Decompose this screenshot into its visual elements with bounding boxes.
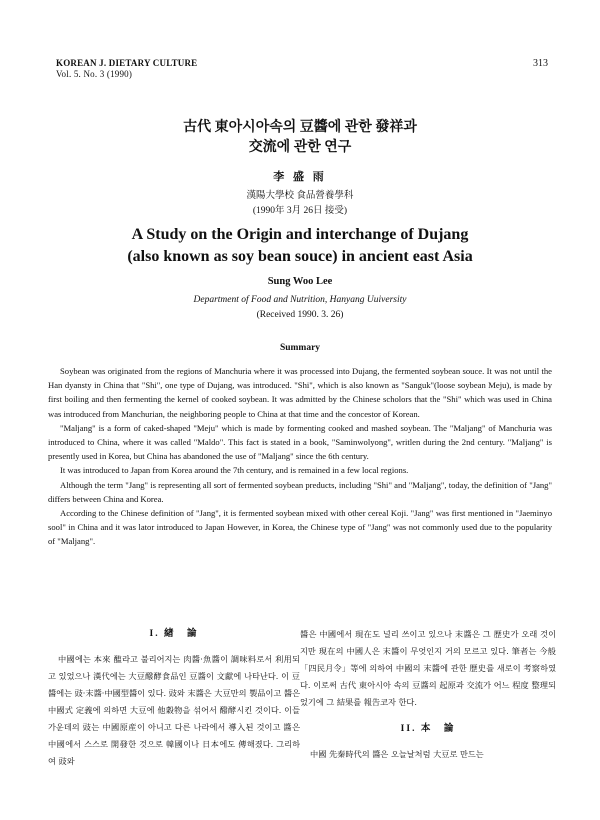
summary-paragraph: According to the Chinese definition of "Jang", it is fermented soybean mixed with other cereal Koji. "Jang" was first mentioned in "Jaeminyo sool" in China and it was lator introduced to Japan However, in Korea, the Chinese type of "Jang" was not commonly used due to the popularity of "Maljang". xyxy=(48,508,552,547)
korean-title xyxy=(0,118,600,158)
korean-affiliation-name: 漢陽大學校 食品營養學科 xyxy=(246,191,354,201)
section-heading-introduction: I. 緖 論 xyxy=(149,629,199,639)
summary-heading: Summary xyxy=(279,343,321,353)
summary-paragraph: Soybean was originated from the regions of Manchuria where it was processed into Dujang, the fermented soybean souce. It was not until the Han dyansty in China that "Shi", one type of Dujang, was introduced. "Shi", which is also known as "Sanguk"(loose soybean Meju), is made by first boiling and then fermenting the kernel of cooked soybean. It was admitted by the Chinese scholors that the "Shi" which was used in China was introduced from Manchurian, the neighboring people to China at that time and the concestor of Korean. xyxy=(48,366,552,419)
body-column-right xyxy=(300,626,556,763)
english-received-date: (Received 1990. 3. 26) xyxy=(256,310,344,320)
korean-author: 李 盛 雨 xyxy=(273,171,327,183)
journal-name: KOREAN J. DIETARY CULTURE xyxy=(56,58,198,68)
summary-paragraph: It was introduced to Japan from Korea around the 7th century, and is remained in a few local regions. xyxy=(60,465,409,476)
summary-paragraph: "Maljang" is a form of caked-shaped "Meju" which is made by formenting cooked and mashed soybean. The "Maljang" of Manchuria was introduced to China, where it was called "Maldo". This fact is stated in a book, "Saminwolyong", writlen during the 2nd century. "Maljang" is presently used in Korea, but China has abandoned the use of "Maljang" since the 6th century. xyxy=(48,422,552,462)
summary-body xyxy=(48,364,552,549)
english-author: Sung Woo Lee xyxy=(267,276,333,287)
english-title-line2: (also known as soy bean souce) in ancient east Asia xyxy=(127,248,473,265)
korean-affiliation xyxy=(0,189,600,219)
journal-volume: Vol. 5. No. 3 (1990) xyxy=(56,69,133,79)
page-number: 313 xyxy=(533,58,548,69)
running-head xyxy=(56,58,197,80)
english-department: Department of Food and Nutrition, Hanyang Uuiversity xyxy=(193,295,407,305)
body-paragraph: 中國에는 本來 醢라고 불리어지는 肉醬·魚醬이 調味料로서 利用되고 있었으나 漢代에는 大豆醱酵食品인 豆醬이 文獻에 나타난다. 이 豆醬에는 豉·末醬·中國型醬이 있다. 豉와 末醬은 大豆만의 製品이고 醬은 中國式 定義에 의하면 大豆에 他穀物을 섞어서 醱酵시킨 것이다. 이들 가운데의 豉는 中國原産이 아니고 다른 나라에서 導入된 것이고 醬은 中國에서 스스로 開發한 것으로 韓國이나 日本에도 傳해졌다. 그리하여 豉와 xyxy=(48,654,300,766)
korean-title-line2: 交流에 관한 연구 xyxy=(248,140,352,155)
english-affiliation xyxy=(0,293,600,323)
summary-paragraph: Although the term "Jang" is representing all sort of fermented soybean preducts, including "Shi" and "Maljang", today, the definition of "Jang" differs between China and Korea. xyxy=(48,479,552,504)
korean-title-line1: 古代 東아시아속의 豆醬에 관한 發祥과 xyxy=(183,120,417,135)
body-paragraph: 醬은 中國에서 現在도 널리 쓰이고 있으나 末醬은 그 歷史가 오래 것이지만 現在의 中國人은 末醬이 무엇인지 거의 모르고 있다. 筆者는 今般「四民月令」等에 의하여 中國의 末醬에 관한 歷史를 새로이 考察하였다. 이로써 古代 東아시아 속의 豆醬의 起原과 交流가 어느 程度 整理되었기에 그 結果를 報告코자 한다. xyxy=(300,629,556,707)
body-paragraph: 中國 先秦時代의 醬은 오늘날처럼 大豆로 만드는 xyxy=(310,749,484,759)
body-column-left xyxy=(48,626,300,770)
korean-received-date: (1990年 3月 26日 接受) xyxy=(252,206,348,216)
english-title-line1: A Study on the Origin and interchange of Dujang xyxy=(131,226,469,243)
section-heading-main: II. 本 論 xyxy=(400,724,456,734)
english-title xyxy=(0,224,600,268)
